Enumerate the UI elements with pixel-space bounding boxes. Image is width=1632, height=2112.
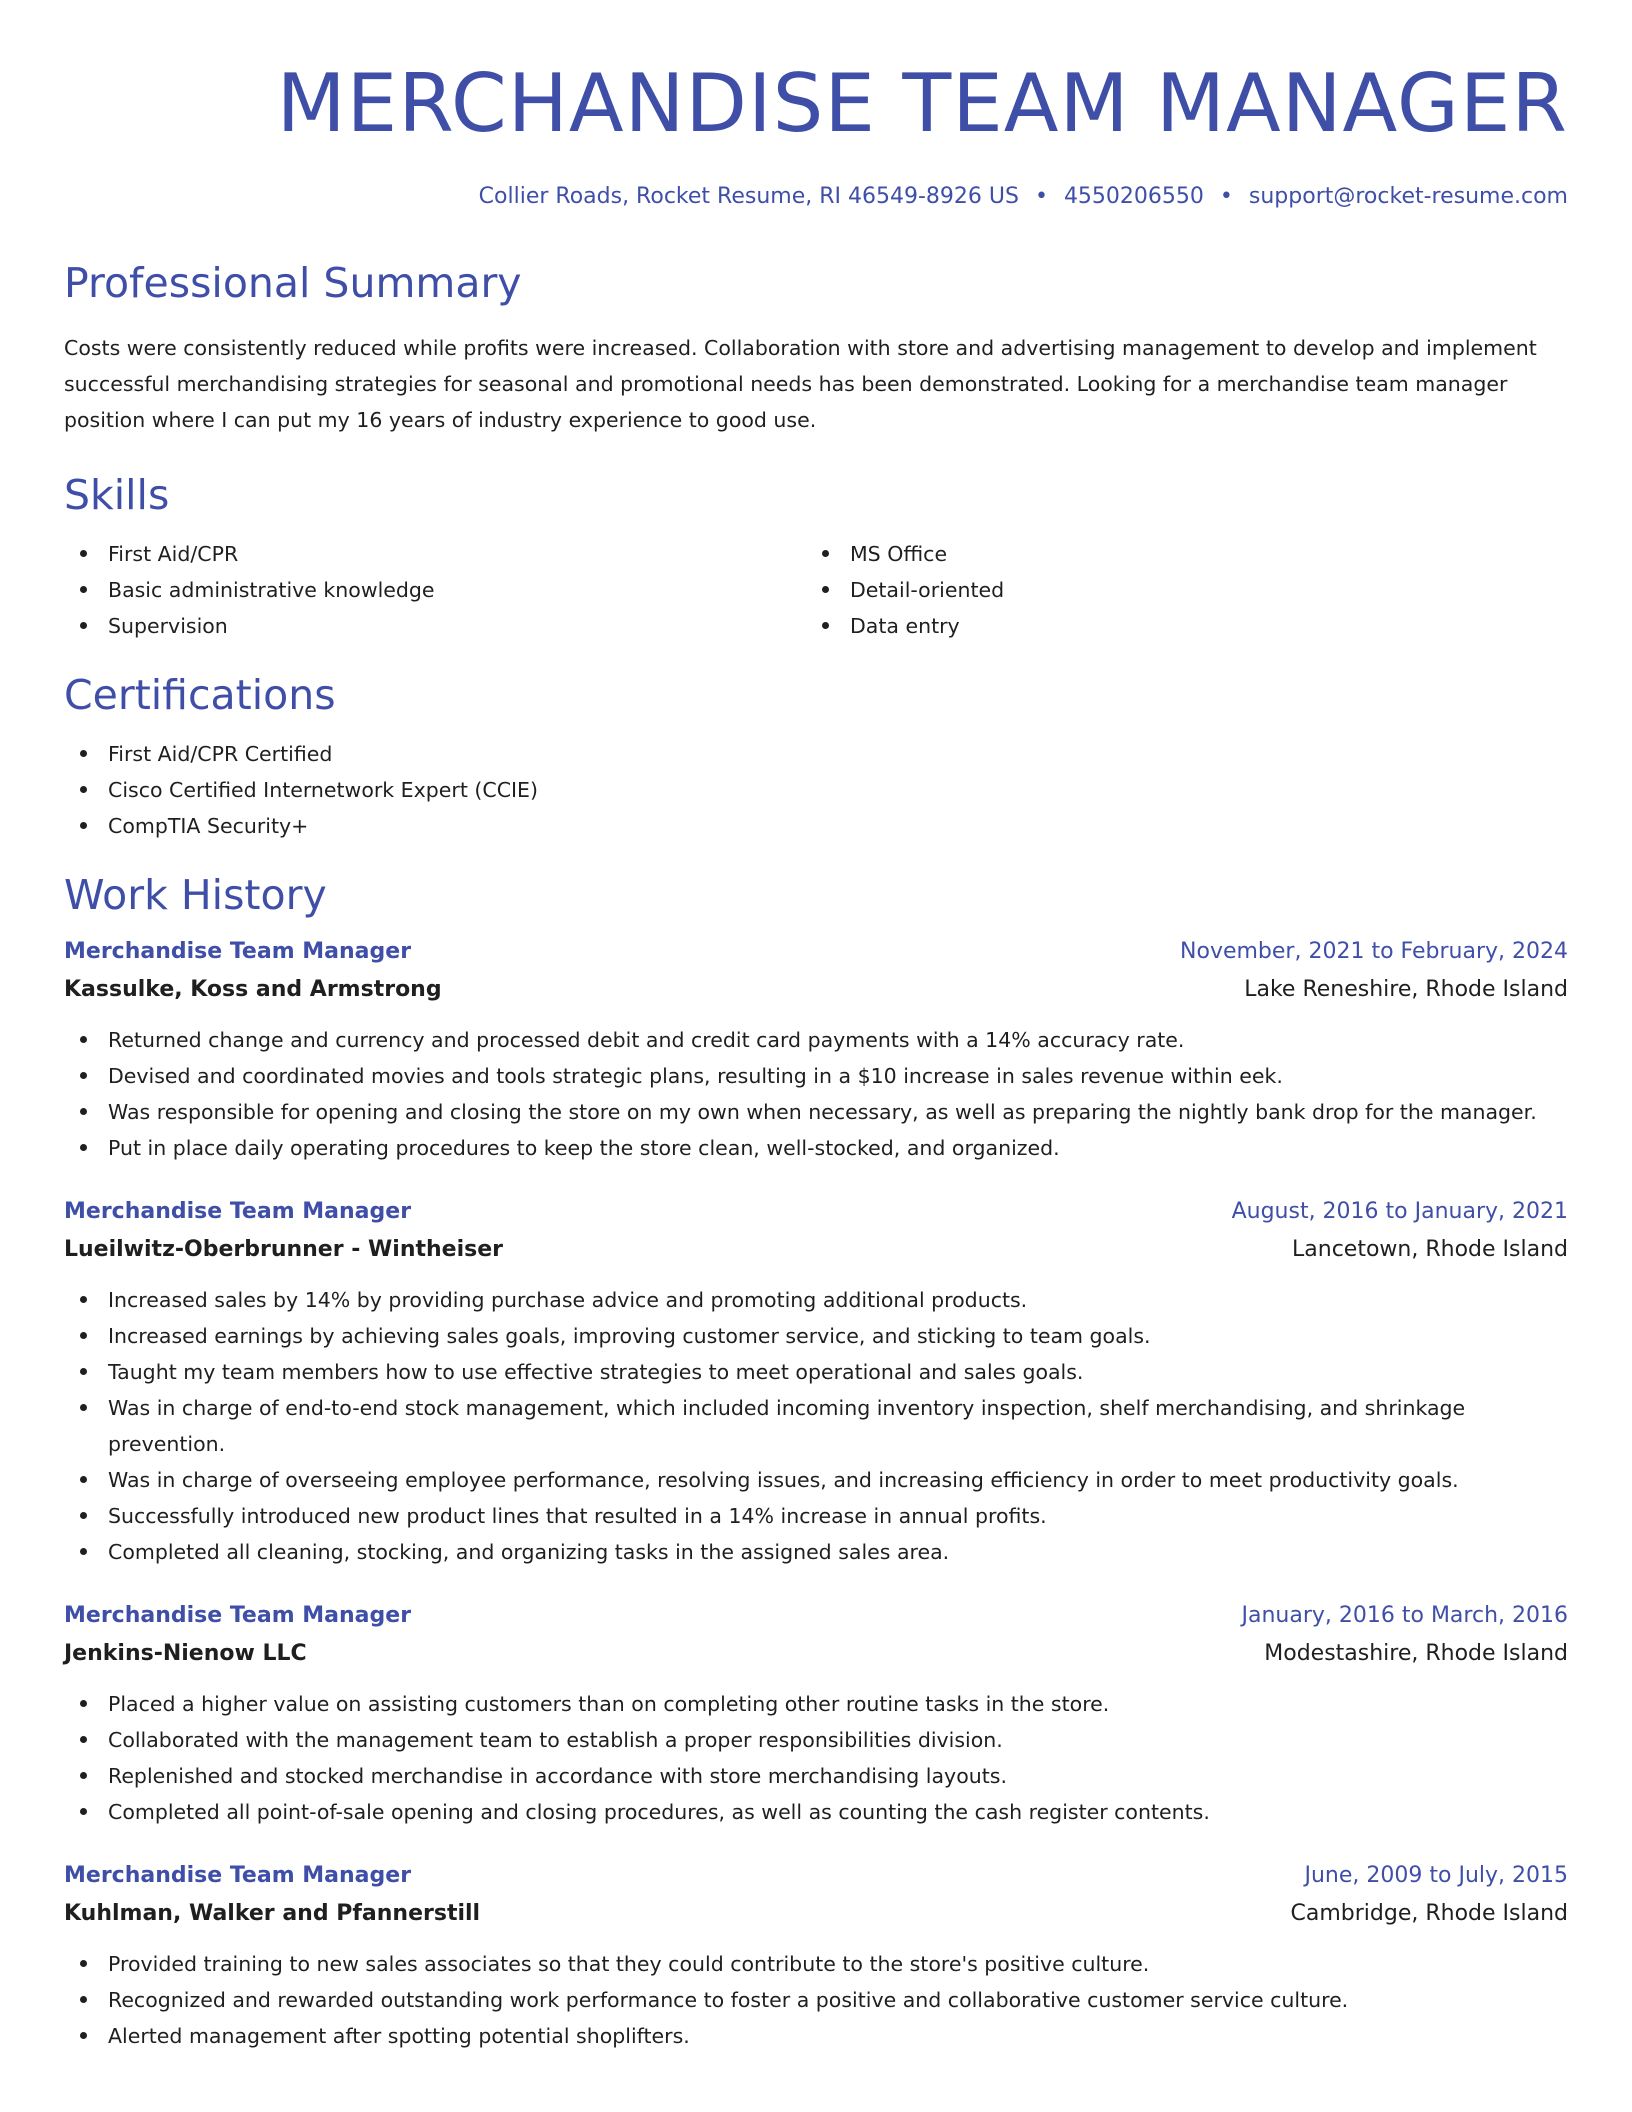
job-bullet: Collaborated with the management team to establish a proper responsibilities division.: [64, 1722, 1568, 1758]
contact-phone: 4550206550: [1063, 184, 1204, 209]
job-bullet: Was in charge of overseeing employee performance, resolving issues, and increasing efficiency in order to meet productivity goals.: [64, 1462, 1568, 1498]
job-title: Merchandise Team Manager: [64, 1603, 412, 1628]
job-bullet: Alerted management after spotting potential shoplifters.: [64, 2018, 1568, 2054]
job-header-row: [64, 1858, 1568, 1894]
skill-item: First Aid/CPR: [64, 536, 806, 572]
job-bullet: Increased sales by 14% by providing purchase advice and promoting additional products.: [64, 1282, 1568, 1318]
work-history-heading: Work History: [64, 871, 327, 919]
job-bullet: Returned change and currency and processed debit and credit card payments with a 14% accuracy rate.: [64, 1022, 1568, 1058]
contact-line: [64, 182, 1568, 212]
job-bullet: Placed a higher value on assisting customers than on completing other routine tasks in the store.: [64, 1686, 1568, 1722]
job-company: Jenkins-Nienow LLC: [64, 1641, 307, 1666]
job-location: Lake Reneshire, Rhode Island: [1244, 977, 1568, 1002]
job-header-row: [64, 1598, 1568, 1634]
job-bullets: [64, 1946, 1568, 2054]
job-entry: [64, 1598, 1568, 1830]
certifications-heading: Certifications: [64, 671, 336, 719]
job-dates: June, 2009 to July, 2015: [1304, 1863, 1568, 1888]
job-bullet: Completed all point-of-sale opening and closing procedures, as well as counting the cash register contents.: [64, 1794, 1568, 1830]
summary-heading: Professional Summary: [64, 259, 522, 307]
job-bullet: Devised and coordinated movies and tools strategic plans, resulting in a $10 increase in sales revenue within eek.: [64, 1058, 1568, 1094]
job-header-row: [64, 1194, 1568, 1230]
job-location: Modestashire, Rhode Island: [1264, 1641, 1568, 1666]
skill-item: Data entry: [806, 608, 1548, 644]
job-entry: [64, 1194, 1568, 1570]
job-location: Cambridge, Rhode Island: [1290, 1901, 1568, 1926]
job-dates: January, 2016 to March, 2016: [1241, 1603, 1568, 1628]
job-bullets: [64, 1686, 1568, 1830]
skill-item: MS Office: [806, 536, 1548, 572]
job-bullet: Successfully introduced new product lines that resulted in a 14% increase in annual profits.: [64, 1498, 1568, 1534]
job-bullet: Replenished and stocked merchandise in accordance with store merchandising layouts.: [64, 1758, 1568, 1794]
job-entry: [64, 1858, 1568, 2054]
job-header-row: [64, 934, 1568, 970]
skills-list: [64, 536, 1568, 644]
job-company-row: [64, 970, 1568, 1010]
contact-separator: •: [1034, 184, 1048, 209]
skill-item: Detail-oriented: [806, 572, 1548, 608]
job-bullet: Provided training to new sales associates so that they could contribute to the store's positive culture.: [64, 1946, 1568, 1982]
job-bullet: Recognized and rewarded outstanding work performance to foster a positive and collaborative customer service culture.: [64, 1982, 1568, 2018]
job-dates: August, 2016 to January, 2021: [1231, 1199, 1568, 1224]
job-company-row: [64, 1894, 1568, 1934]
job-company-row: [64, 1634, 1568, 1674]
job-company: Kuhlman, Walker and Pfannerstill: [64, 1901, 481, 1926]
certification-item: Cisco Certified Internetwork Expert (CCIE): [64, 772, 1568, 808]
job-bullet: Put in place daily operating procedures to keep the store clean, well-stocked, and organized.: [64, 1130, 1568, 1166]
skills-heading: Skills: [64, 471, 170, 519]
job-bullet: Was in charge of end-to-end stock management, which included incoming inventory inspection, shelf merchandising, and shrinkage prevention.: [64, 1390, 1568, 1462]
skills-column-left: [64, 536, 806, 644]
resume-page: [64, 0, 1568, 2054]
job-bullet: Completed all cleaning, stocking, and organizing tasks in the assigned sales area.: [64, 1534, 1568, 1570]
job-title: Merchandise Team Manager: [64, 1199, 412, 1224]
contact-separator: •: [1219, 184, 1233, 209]
job-dates: November, 2021 to February, 2024: [1180, 939, 1568, 964]
job-title: Merchandise Team Manager: [64, 1863, 412, 1888]
job-company: Lueilwitz-Oberbrunner - Wintheiser: [64, 1237, 504, 1262]
work-history-list: [64, 934, 1568, 2054]
skill-item: Basic administrative knowledge: [64, 572, 806, 608]
certifications-list: [64, 736, 1568, 844]
job-entry: [64, 934, 1568, 1166]
skill-item: Supervision: [64, 608, 806, 644]
job-location: Lancetown, Rhode Island: [1292, 1237, 1568, 1262]
certification-item: First Aid/CPR Certified: [64, 736, 1568, 772]
certification-item: CompTIA Security+: [64, 808, 1568, 844]
job-bullet: Was responsible for opening and closing the store on my own when necessary, as well as preparing the nightly bank drop for the manager.: [64, 1094, 1568, 1130]
summary-text: Costs were consistently reduced while profits were increased. Collaboration with store and advertising management to develop and implement successful merchandising strategies for seasonal and promotional needs has been demonstrated. Looking for a merchandise team manager position where I can put my 16 years of industry experience to good use.: [64, 336, 1537, 432]
job-company: Kassulke, Koss and Armstrong: [64, 977, 442, 1002]
job-title: Merchandise Team Manager: [64, 939, 412, 964]
job-bullets: [64, 1282, 1568, 1570]
job-company-row: [64, 1230, 1568, 1270]
contact-email[interactable]: support@rocket-resume.com: [1248, 184, 1568, 209]
contact-address: Collier Roads, Rocket Resume, RI 46549-8926 US: [478, 184, 1019, 209]
job-bullet: Taught my team members how to use effective strategies to meet operational and sales goals.: [64, 1354, 1568, 1390]
job-bullet: Increased earnings by achieving sales goals, improving customer service, and sticking to team goals.: [64, 1318, 1568, 1354]
job-bullets: [64, 1022, 1568, 1166]
resume-name: MERCHANDISE TEAM MANAGER: [276, 57, 1568, 150]
skills-column-right: [806, 536, 1548, 644]
